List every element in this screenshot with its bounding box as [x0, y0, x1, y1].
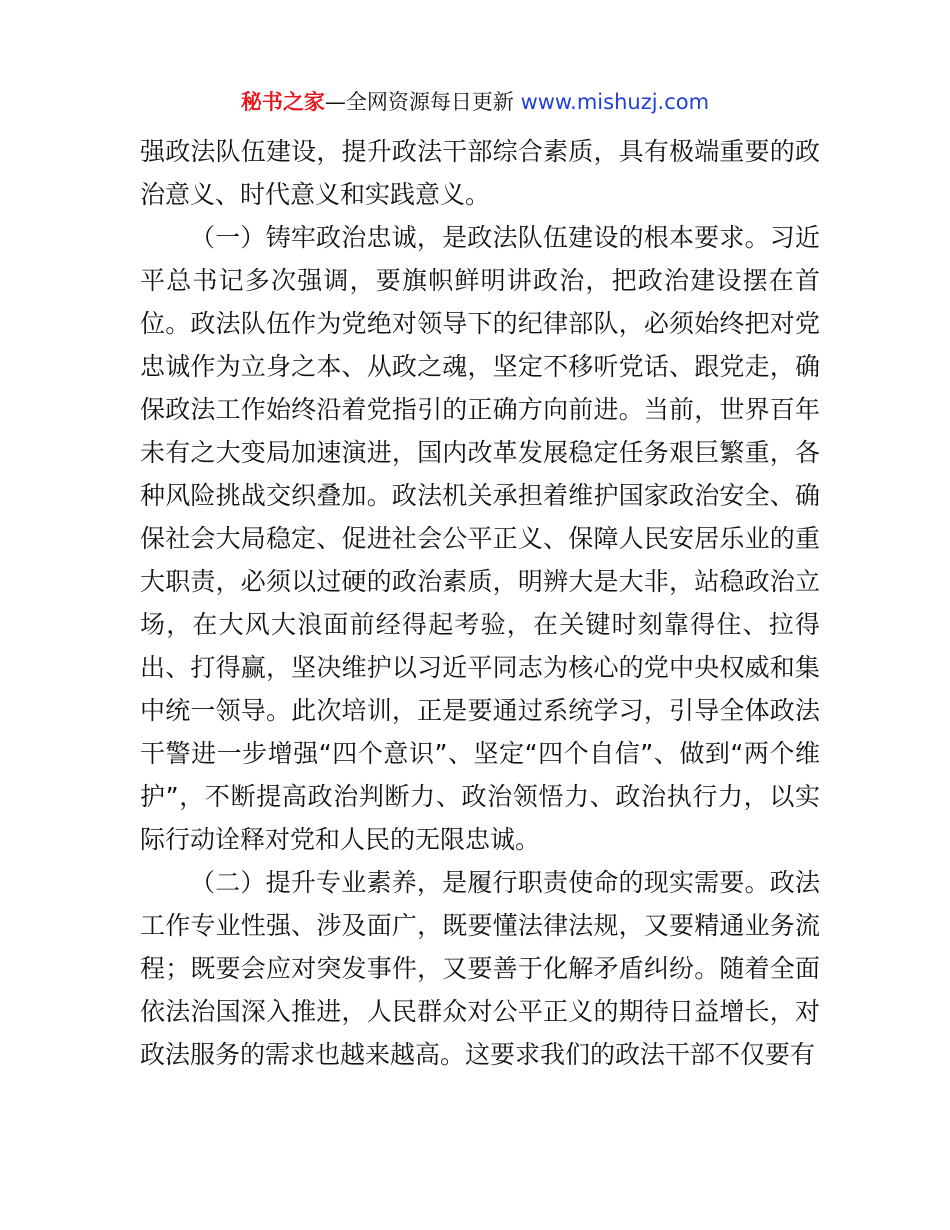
brand-name: 秘书之家: [240, 90, 325, 114]
document-body: [140, 130, 820, 1076]
header-tagline: —全网资源每日更新: [324, 90, 521, 114]
paragraph-professional-quality: （二）提升专业素养，是履行职责使命的现实需要。政法工作专业性强、涉及面广，既要懂法律法规，又要精通业务流程；既要会应对突发事件，又要善于化解矛盾纠纷。随着全面依法治国深入推进，人民群众对公平正义的期待日益增长，对政法服务的需求也越来越高。这要求我们的政法干部不仅要有: [140, 868, 820, 1069]
page-header: [0, 86, 950, 118]
paragraph-political-loyalty: （一）铸牢政治忠诚，是政法队伍建设的根本要求。习近平总书记多次强调，要旗帜鲜明讲政治，把政治建设摆在首位。政法队伍作为党绝对领导下的纪律部队，必须始终把对党忠诚作为立身之本、从政之魂，坚定不移听党话、跟党走，确保政法工作始终沿着党指引的正确方向前进。当前，世界百年未有之大变局加速演进，国内改革发展稳定任务艰巨繁重，各种风险挑战交织叠加。政法机关承担着维护国家政治安全、确保社会大局稳定、促进社会公平正义、保障人民安居乐业的重大职责，必须以过硬的政治素质，明辨大是大非，站稳政治立场，在大风大浪面前经得起考验，在关键时刻靠得住、拉得出、打得赢，坚决维护以习近平同志为核心的党中央权威和集中统一领导。此次培训，正是要通过系统学习，引导全体政法干警进一步增强“四个意识”、坚定“四个自信”、做到“两个维护”，不断提高政治判断力、政治领悟力、政治执行力，以实际行动诠释对党和人民的无限忠诚。: [140, 223, 820, 854]
paragraph-continuation: 强政法队伍建设，提升政法干部综合素质，具有极端重要的政治意义、时代意义和实践意义。: [140, 137, 820, 209]
site-url-link[interactable]: www.mishuzj.com: [520, 90, 710, 114]
